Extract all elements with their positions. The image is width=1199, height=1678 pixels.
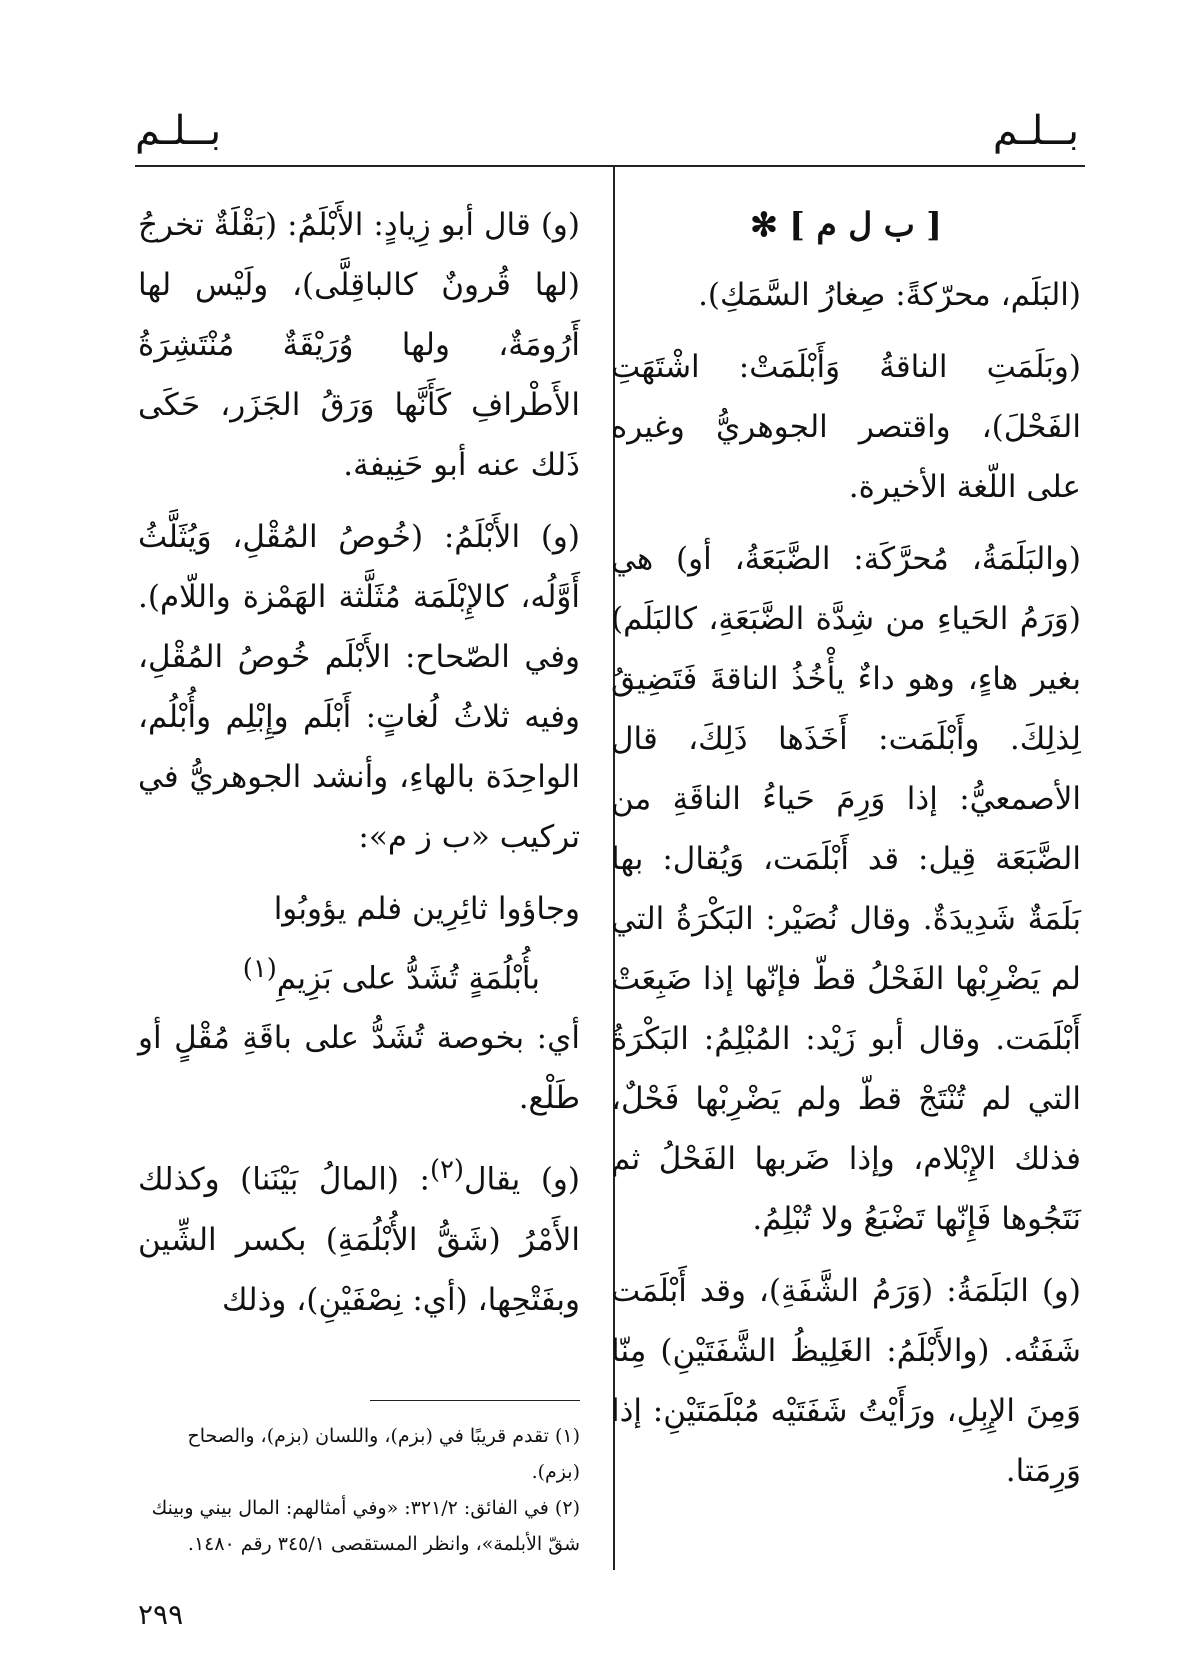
left-column	[138, 195, 580, 1342]
poetry-verse-line-2	[138, 939, 580, 1008]
entry-paragraph	[138, 1140, 580, 1329]
footnotes	[138, 1418, 580, 1562]
running-header-right: بــلـم	[992, 108, 1079, 154]
paragraph-start: (و) يقال	[464, 1161, 580, 1198]
entry-paragraph: (والبَلَمَةُ، مُحرَّكَة: الضَّبَعَةُ، أو) هي (وَرَمُ الحَياءِ من شِدَّة الضَّبَعَةِ، كالبَلَم) بغير هاءٍ، وهو داءٌ يأْخُذُ الناقةَ فَتَضِيقُ لِذلِكَ. وأَبْلَمَت: أَخَذَها ذَلِكَ، قال الأصمعيُّ: إذا وَرِمَ حَياءُ الناقَةِ من الضَّبَعَة قِيل: قد أَبْلَمَت، وَيُقال: بها بَلَمَةٌ شَدِيدَةٌ. وقال نُصَيْر: البَكْرَةُ التي لم يَضْرِبْها الفَحْلُ قطّ فإنّها إذا ضَبِعَتْ أَبْلَمَت. وقال أبو زَيْد: المُبْلِمُ: البَكْرَةُ التي لم تُنْتَجْ قطّ ولم يَضْرِبْها فَحْلٌ، فذلك الإِبْلام، وإذا ضَربها الفَحْلُ ثم نَتَجُوها فَإِنّها تَضْبَعُ ولا تُبْلِمُ.	[611, 541, 1081, 1237]
verse-text: بأُبْلُمَةٍ تُشَدُّ على بَزِيمِ	[276, 960, 540, 997]
entry-paragraph: (و) الأَبْلَمُ: (خُوصُ المُقْلِ، وَيُثَلَّثُ أَوَّلُه، كالإِبْلَمَة مُثَلَّثة الهَمْزة واللّام). وفي الصّحاح: الأَبْلَم خُوصُ المُقْلِ، وفيه ثلاثُ لُغاتٍ: أَبْلَم وإِبْلِم وأُبْلُم، الواحِدَة بالهاءِ، وأنشد الجوهريُّ في تركيب «ب ز م»:	[138, 519, 580, 855]
entry-heading: [ ب ل م ] ✻	[750, 205, 942, 244]
right-column	[611, 195, 1081, 1513]
entry-paragraph: (وبَلَمَتِ الناقةُ وَأَبْلَمَتْ: اشْتَهَتِ الفَحْلَ)، واقتصر الجوهريُّ وغيره على اللّغة الأخيرة.	[611, 349, 1081, 505]
footnote-marker: (٢)	[429, 1155, 464, 1186]
footnote-rule	[370, 1400, 580, 1401]
entry-paragraph: (و) قال أبو زِيادٍ: الأَبْلَمُ: (بَقْلَةٌ تخرجُ (لها قُرونٌ كالباقِلَّى)، ولَيْس لها أَرُومَةٌ، ولها وُرَيْقَةٌ مُنْتَشِرَةُ الأَطْرافِ كَأَنَّها وَرَقُ الجَزَر، حَكَى ذَلك عنه أبو حَنِيفة.	[138, 207, 580, 483]
paragraph-rest: : (المالُ بَيْنَنا) وكذلك الأَمْرُ (شَقُّ الأُبْلُمَةِ) بكسر الشِّين وبفَتْحِها، (أي: نِصْفَيْنِ)، وذلك	[138, 1161, 580, 1318]
entry-paragraph: (البَلَم، محرّكةً: صِغارُ السَّمَكِ).	[698, 277, 1081, 313]
entry-paragraph: (و) البَلَمَةُ: (وَرَمُ الشَّفَةِ)، وقد أَبْلَمَت شَفَتُه. (والأَبْلَمُ: الغَلِيظُ الشَّفَتَيْنِ) مِنّا وَمِنَ الإِبِلِ، ورَأَيْتُ شَفَتَيْه مُبْلَمَتَيْنِ: إذا وَرِمَتا.	[611, 1273, 1081, 1489]
entry-paragraph: أي: بخوصة تُشَدُّ على باقَةِ مُقْلٍ أو طَلْع.	[138, 1020, 580, 1117]
footnote-marker: (١)	[242, 954, 277, 984]
footnote: (١) تقدم قريبًا في (بزم)، واللسان (بزم)، والصحاح (بزم).	[187, 1425, 580, 1483]
page-number: ٢٩٩	[138, 1598, 184, 1631]
header-rule	[135, 165, 1085, 167]
poetry-verse-line-1: وجاؤوا ثائِرِين فلم يؤوبُوا	[273, 891, 580, 927]
running-header-left: بــلـم	[135, 108, 222, 154]
footnote: (٢) في الفائق: ٣٢١/٢: «وفي أمثالهم: المال بيني وبينك شقّ الأبلمة»، وانظر المستقصى ٣٤٥/١ رقم ١٤٨٠.	[151, 1497, 580, 1555]
